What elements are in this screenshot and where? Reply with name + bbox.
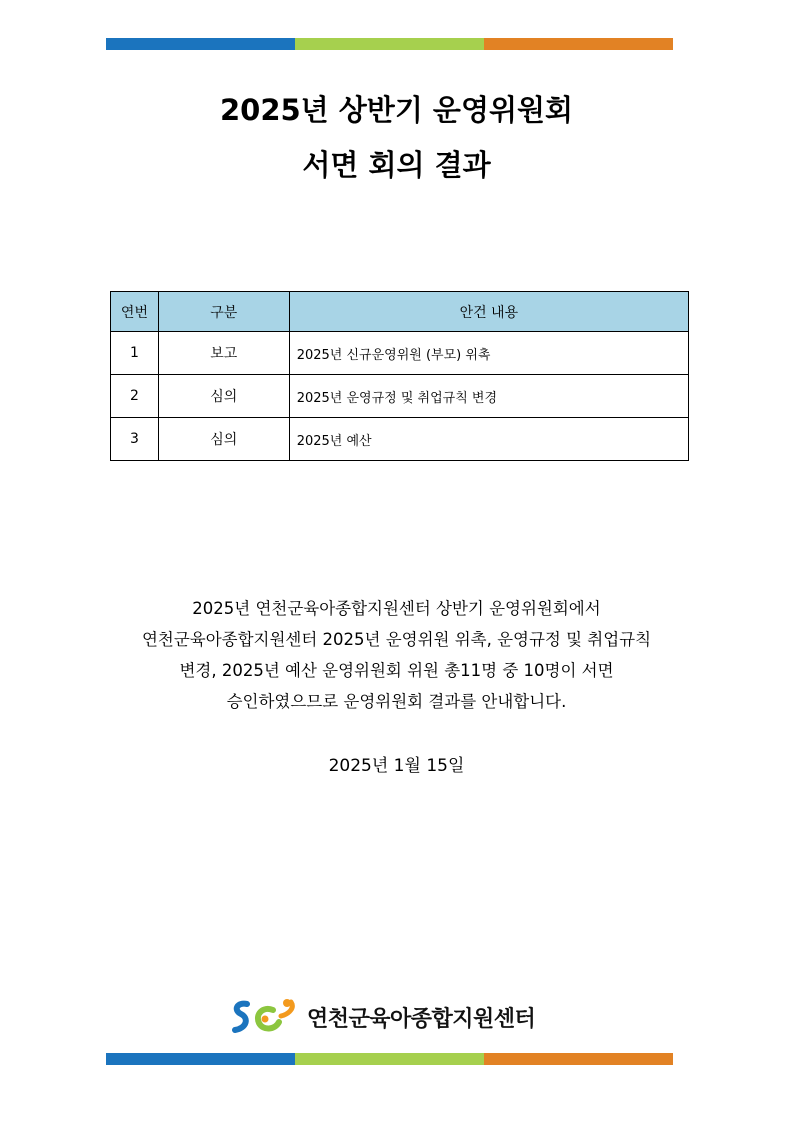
row-category: 심의 — [158, 375, 289, 418]
row-category: 보고 — [158, 332, 289, 375]
row-agenda-content: 2025년 운영규정 및 취업규칙 변경 — [289, 375, 688, 418]
row-agenda-content: 2025년 예산 — [289, 418, 688, 461]
color-bar-orange — [484, 1053, 673, 1065]
color-bar-blue — [106, 1053, 295, 1065]
body-line: 연천군육아종합지원센터 2025년 운영위원 위촉, 운영규정 및 취업규칙 — [141, 630, 652, 649]
body-line: 승인하였으므로 운영위원회 결과를 안내합니다. — [226, 692, 567, 711]
table-row — [111, 332, 689, 375]
document-title-line2: 서면 회의 결과 — [302, 148, 491, 182]
header-category: 구분 — [158, 292, 289, 332]
organization-name: 연천군육아종합지원센터 — [307, 1006, 536, 1032]
organization-logo-icon — [229, 996, 299, 1038]
document-date: 2025년 1월 15일 — [328, 756, 465, 776]
row-number: 1 — [111, 332, 159, 375]
color-bar-blue — [106, 38, 295, 50]
agenda-table — [110, 291, 689, 461]
color-bar-orange — [484, 38, 673, 50]
document-title-line1: 2025년 상반기 운영위원회 — [219, 93, 574, 127]
bottom-color-bar — [106, 1053, 673, 1065]
result-announcement-text — [0, 593, 793, 717]
color-bar-green — [295, 38, 484, 50]
body-line: 2025년 연천군육아종합지원센터 상반기 운영위원회에서 — [192, 599, 601, 618]
color-bar-green — [295, 1053, 484, 1065]
row-number: 3 — [111, 418, 159, 461]
row-number: 2 — [111, 375, 159, 418]
table-header-row — [111, 292, 689, 332]
row-agenda-content: 2025년 신규운영위원 (부모) 위촉 — [289, 332, 688, 375]
header-number: 연번 — [111, 292, 159, 332]
table-row — [111, 418, 689, 461]
table-row — [111, 375, 689, 418]
body-line: 변경, 2025년 예산 운영위원회 위원 총11명 중 10명이 서면 — [179, 661, 614, 680]
footer-logo — [229, 996, 535, 1038]
top-color-bar — [106, 38, 673, 50]
row-category: 심의 — [158, 418, 289, 461]
header-agenda-content: 안건 내용 — [289, 292, 688, 332]
